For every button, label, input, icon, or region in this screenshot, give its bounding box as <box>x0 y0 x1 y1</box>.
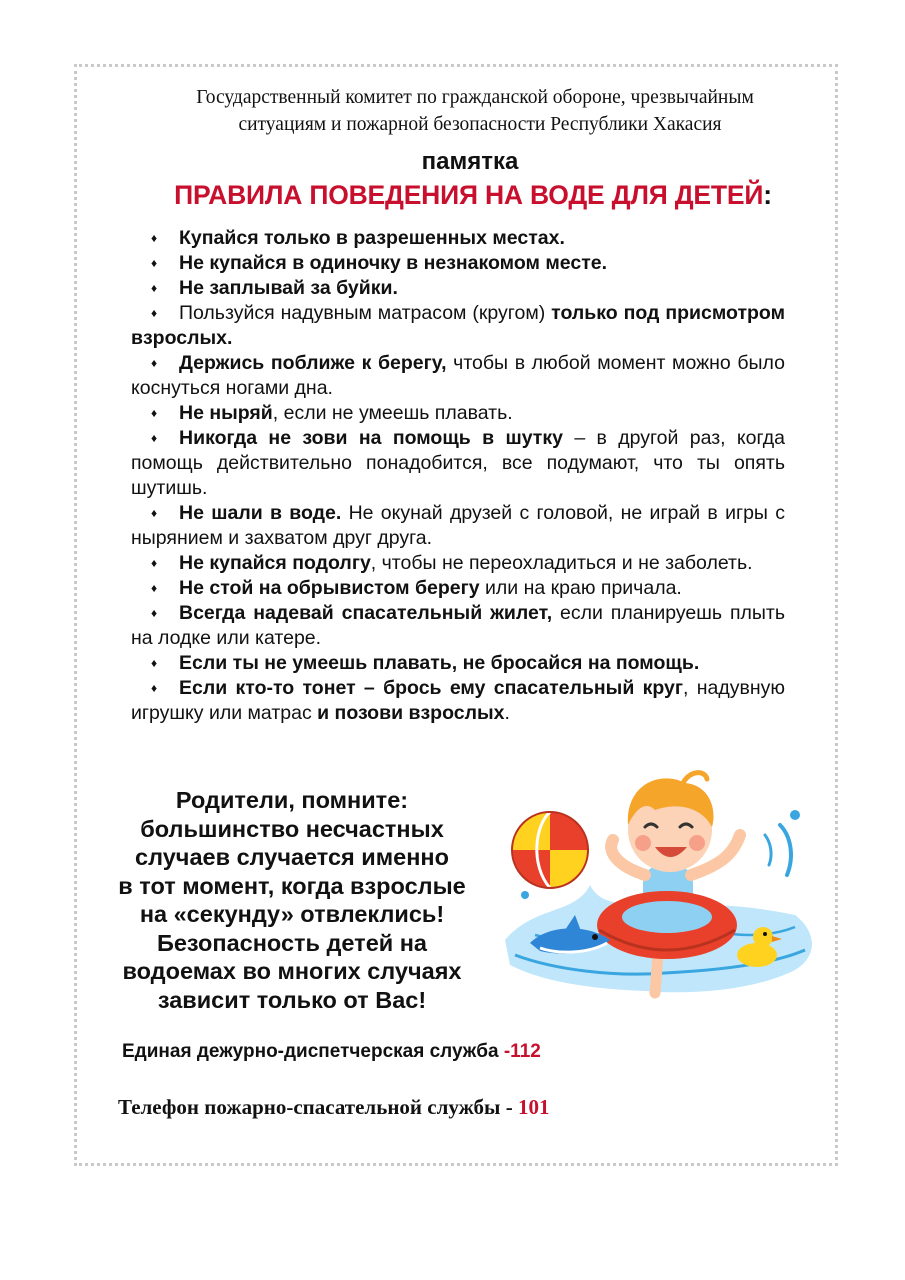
rule-item <box>131 601 785 651</box>
diamond-bullet-icon: ♦ <box>151 231 158 245</box>
rule-text: Пользуйся надувным матрасом (кругом) <box>179 302 552 324</box>
rule-bold: Если ты не умеешь плавать, не бросайся на помощь. <box>179 652 700 674</box>
rule-bold: Не купайся в одиночку в незнакомом месте. <box>179 252 608 274</box>
child-swimming-illustration <box>495 765 825 1010</box>
duty-dispatch-hotline <box>122 1041 541 1063</box>
fire-phone-label: Телефон пожарно-спасательной службы - <box>118 1095 518 1119</box>
diamond-bullet-icon: ♦ <box>151 556 158 570</box>
rule-text: , если не умеешь плавать. <box>272 402 513 424</box>
rules-list <box>131 226 785 726</box>
rule-item <box>131 501 785 551</box>
rule-item <box>131 426 785 501</box>
fire-phone-number: 101 <box>517 1095 550 1119</box>
diamond-bullet-icon: ♦ <box>151 581 158 595</box>
rule-bold: Держись поближе к берегу, <box>179 352 447 374</box>
hotline-label: Единая дежурно-диспетчерская служба <box>122 1041 504 1062</box>
rule-item <box>131 276 785 301</box>
organization-header <box>100 84 850 138</box>
rule-bold: Не ныряй <box>179 402 273 424</box>
hotline-number: -112 <box>503 1041 541 1062</box>
rule-bold: Всегда надевай спасательный жилет, <box>179 602 553 624</box>
org-line-2: ситуациям и пожарной безопасности Республики Хакасия <box>238 114 722 135</box>
diamond-bullet-icon: ♦ <box>151 306 158 320</box>
rule-item <box>131 301 785 351</box>
rule-item <box>131 251 785 276</box>
diamond-bullet-icon: ♦ <box>151 356 158 370</box>
diamond-bullet-icon: ♦ <box>151 506 158 520</box>
rule-bold: Не шали в воде. <box>179 502 342 524</box>
swim-ring-icon <box>597 891 737 959</box>
document-kind: памятка <box>421 148 519 175</box>
diamond-bullet-icon: ♦ <box>151 656 158 670</box>
rule-item <box>131 576 785 601</box>
rule-text: или на краю причала. <box>479 577 682 599</box>
rule-bold: Купайся только в разрешенных местах. <box>179 227 565 249</box>
reminder-line: в тот момент, когда взрослые <box>118 872 466 899</box>
page-title <box>0 180 905 211</box>
diamond-bullet-icon: ♦ <box>151 281 158 295</box>
rule-bold: Не стой на обрывистом берегу <box>179 577 480 599</box>
rule-item <box>131 676 785 726</box>
rule-bold: Если кто-то тонет – брось ему спасательный круг <box>179 677 684 699</box>
rule-text: , надувную игрушку или матрас <box>131 677 785 724</box>
rule-text: чтобы в любой момент можно было коснуться ногами дна. <box>131 352 785 399</box>
rule-item <box>131 401 785 426</box>
rule-item <box>131 551 785 576</box>
reminder-line: Безопасность детей на <box>156 929 428 956</box>
rule-item <box>131 351 785 401</box>
diamond-bullet-icon: ♦ <box>151 406 158 420</box>
rule-text: если планируешь плыть на лодке или катере. <box>131 602 785 649</box>
title-colon: : <box>763 180 772 210</box>
title-text: ПРАВИЛА ПОВЕДЕНИЯ НА ВОДЕ ДЛЯ ДЕТЕЙ <box>174 180 764 210</box>
rule-item <box>131 651 785 676</box>
diamond-bullet-icon: ♦ <box>151 256 158 270</box>
fire-rescue-phone <box>118 1095 549 1120</box>
org-line-1: Государственный комитет по гражданской обороне, чрезвычайным <box>196 87 754 108</box>
rule-bold: и позови взрослых <box>317 702 505 724</box>
rule-bold: Никогда не зови на помощь в шутку <box>179 427 563 449</box>
rule-text: Не окунай друзей с головой, не играй в игры с нырянием и захватом друг друга. <box>131 502 785 549</box>
diamond-bullet-icon: ♦ <box>151 681 158 695</box>
diamond-bullet-icon: ♦ <box>151 431 158 445</box>
rule-bold: Не заплывай за буйки. <box>179 277 398 299</box>
reminder-line: случаев случается именно <box>135 844 449 870</box>
diamond-bullet-icon: ♦ <box>151 606 158 620</box>
reminder-line: зависит только от Вас! <box>157 986 427 1013</box>
reminder-line: водоемах во многих случаях <box>122 958 462 984</box>
reminder-line: большинство несчастных <box>140 815 444 842</box>
rule-text: – в другой раз, когда помощь действительно понадобится, все подумают, что ты опять шутишь. <box>131 427 785 499</box>
parents-reminder <box>92 786 492 1014</box>
rule-text: . <box>504 702 510 724</box>
rule-bold: только под присмотром взрослых. <box>131 302 785 349</box>
reminder-line: на «секунду» отвлеклись! <box>139 901 445 927</box>
rule-item <box>131 226 785 251</box>
rule-text: , чтобы не переохладиться и не заболеть. <box>370 552 753 574</box>
rule-bold: Не купайся подолгу <box>179 552 371 574</box>
reminder-line: Родители, помните: <box>175 787 409 813</box>
beach-ball-icon <box>512 812 588 888</box>
